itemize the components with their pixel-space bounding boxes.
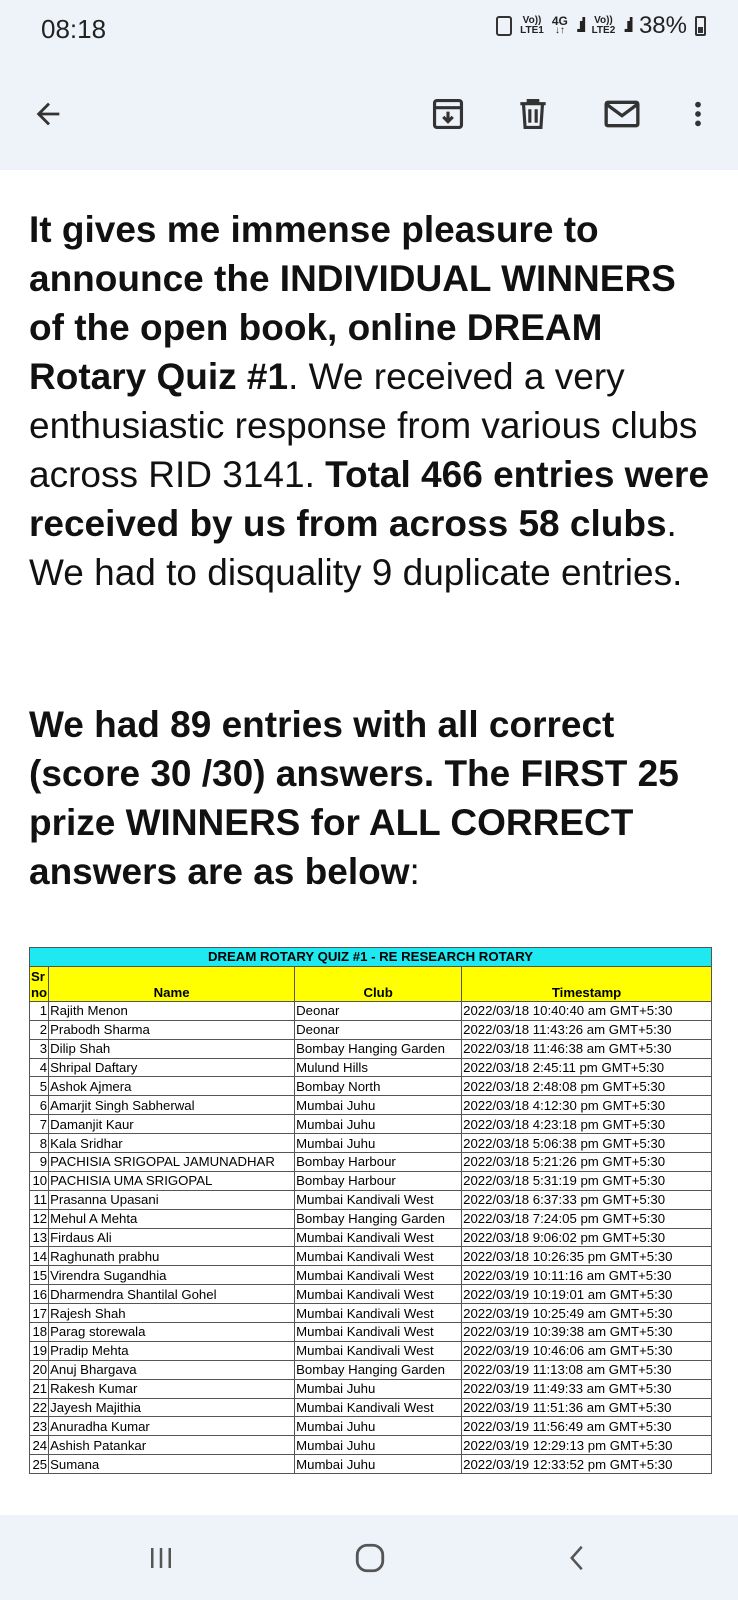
announcement-text-2: . We had to disquality 9 duplicate entries. bbox=[29, 503, 683, 593]
row-name: Amarjit Singh Sabherwal bbox=[49, 1096, 295, 1115]
signal-strength-2-icon: .ıl bbox=[623, 14, 631, 37]
row-name: Prasanna Upasani bbox=[49, 1190, 295, 1209]
row-number: 10 bbox=[30, 1171, 49, 1190]
row-timestamp: 2022/03/18 4:23:18 pm GMT+5:30 bbox=[462, 1115, 712, 1134]
table-row bbox=[30, 1228, 712, 1247]
row-name: Damanjit Kaur bbox=[49, 1115, 295, 1134]
row-number: 21 bbox=[30, 1379, 49, 1398]
row-name: Anuj Bhargava bbox=[49, 1360, 295, 1379]
home-button[interactable] bbox=[340, 1533, 400, 1583]
winners-intro-paragraph bbox=[29, 700, 719, 896]
row-number: 19 bbox=[30, 1341, 49, 1360]
table-row bbox=[30, 1134, 712, 1153]
table-row bbox=[30, 1341, 712, 1360]
network-type-indicator: 4G ↓↑ bbox=[551, 14, 568, 36]
header-timestamp: Timestamp bbox=[462, 966, 712, 1001]
row-number: 24 bbox=[30, 1436, 49, 1455]
row-name: Dilip Shah bbox=[49, 1039, 295, 1058]
row-number: 6 bbox=[30, 1096, 49, 1115]
table-row bbox=[30, 1171, 712, 1190]
row-timestamp: 2022/03/18 2:48:08 pm GMT+5:30 bbox=[462, 1077, 712, 1096]
row-club: Bombay North bbox=[295, 1077, 462, 1096]
row-club: Mumbai Kandivali West bbox=[295, 1228, 462, 1247]
row-name: Rakesh Kumar bbox=[49, 1379, 295, 1398]
row-number: 18 bbox=[30, 1323, 49, 1342]
row-timestamp: 2022/03/18 5:06:38 pm GMT+5:30 bbox=[462, 1134, 712, 1153]
table-row bbox=[30, 1379, 712, 1398]
row-name: Sumana bbox=[49, 1455, 295, 1474]
more-vert-icon bbox=[683, 96, 713, 132]
row-timestamp: 2022/03/18 4:12:30 pm GMT+5:30 bbox=[462, 1096, 712, 1115]
arrow-left-icon bbox=[31, 97, 65, 131]
row-number: 3 bbox=[30, 1039, 49, 1058]
row-number: 20 bbox=[30, 1360, 49, 1379]
winners-intro-bold: We had 89 entries with all correct (score 30 /30) answers. The FIRST 25 prize WINNERS for ALL CORRECT answers are as below bbox=[29, 704, 679, 892]
row-name: PACHISIA UMA SRIGOPAL bbox=[49, 1171, 295, 1190]
row-name: Ashish Patankar bbox=[49, 1436, 295, 1455]
row-name: Kala Sridhar bbox=[49, 1134, 295, 1153]
table-row bbox=[30, 1058, 712, 1077]
row-timestamp: 2022/03/18 5:31:19 pm GMT+5:30 bbox=[462, 1171, 712, 1190]
row-timestamp: 2022/03/18 2:45:11 pm GMT+5:30 bbox=[462, 1058, 712, 1077]
row-name: Raghunath prabhu bbox=[49, 1247, 295, 1266]
table-row bbox=[30, 1077, 712, 1096]
row-number: 4 bbox=[30, 1058, 49, 1077]
header-sr-no: Sr no bbox=[30, 966, 49, 1001]
row-name: Rajith Menon bbox=[49, 1001, 295, 1020]
row-name: Prabodh Sharma bbox=[49, 1020, 295, 1039]
row-club: Mumbai Juhu bbox=[295, 1096, 462, 1115]
winners-table bbox=[29, 947, 712, 1474]
table-row bbox=[30, 1096, 712, 1115]
table-row bbox=[30, 1436, 712, 1455]
announcement-text-1: . We received a very enthusiastic response from various clubs across RID 3141. bbox=[29, 356, 698, 495]
row-name: Mehul A Mehta bbox=[49, 1209, 295, 1228]
table-header-row bbox=[30, 966, 712, 1001]
row-number: 23 bbox=[30, 1417, 49, 1436]
row-number: 16 bbox=[30, 1285, 49, 1304]
row-name: Parag storewala bbox=[49, 1323, 295, 1342]
row-club: Mumbai Kandivali West bbox=[295, 1266, 462, 1285]
table-row bbox=[30, 1039, 712, 1058]
header-name: Name bbox=[49, 966, 295, 1001]
row-number: 13 bbox=[30, 1228, 49, 1247]
row-timestamp: 2022/03/18 6:37:33 pm GMT+5:30 bbox=[462, 1190, 712, 1209]
row-number: 11 bbox=[30, 1190, 49, 1209]
sim-card-icon bbox=[496, 16, 512, 36]
archive-icon bbox=[429, 95, 467, 133]
table-row bbox=[30, 1209, 712, 1228]
table-row bbox=[30, 1417, 712, 1436]
trash-icon bbox=[514, 95, 552, 133]
row-timestamp: 2022/03/18 11:43:26 am GMT+5:30 bbox=[462, 1020, 712, 1039]
row-club: Mumbai Juhu bbox=[295, 1115, 462, 1134]
message-body bbox=[0, 170, 738, 1515]
row-number: 2 bbox=[30, 1020, 49, 1039]
signal-strength-1-icon: .ıl bbox=[575, 14, 584, 37]
row-club: Mumbai Kandivali West bbox=[295, 1247, 462, 1266]
announcement-bold-1: It gives me immense pleasure to announce the INDIVIDUAL WINNERS of the open book, online DREAM Rotary Quiz #1 bbox=[29, 209, 676, 397]
table-row bbox=[30, 1304, 712, 1323]
row-number: 15 bbox=[30, 1266, 49, 1285]
status-indicators bbox=[496, 12, 706, 40]
row-number: 1 bbox=[30, 1001, 49, 1020]
row-number: 9 bbox=[30, 1153, 49, 1172]
recents-icon bbox=[146, 1543, 176, 1573]
row-club: Deonar bbox=[295, 1020, 462, 1039]
table-body bbox=[30, 1001, 712, 1473]
row-timestamp: 2022/03/19 10:19:01 am GMT+5:30 bbox=[462, 1285, 712, 1304]
row-club: Mumbai Kandivali West bbox=[295, 1398, 462, 1417]
more-options-button[interactable] bbox=[674, 90, 722, 138]
row-club: Mumbai Kandivali West bbox=[295, 1323, 462, 1342]
row-timestamp: 2022/03/19 12:33:52 pm GMT+5:30 bbox=[462, 1455, 712, 1474]
system-nav-bar bbox=[0, 1515, 738, 1600]
row-club: Bombay Hanging Garden bbox=[295, 1209, 462, 1228]
row-club: Mumbai Juhu bbox=[295, 1455, 462, 1474]
row-name: Rajesh Shah bbox=[49, 1304, 295, 1323]
table-row bbox=[30, 1360, 712, 1379]
table-row bbox=[30, 1398, 712, 1417]
battery-icon bbox=[695, 16, 706, 36]
row-club: Bombay Harbour bbox=[295, 1153, 462, 1172]
row-club: Mulund Hills bbox=[295, 1058, 462, 1077]
status-time: 08:18 bbox=[41, 14, 107, 44]
row-timestamp: 2022/03/19 11:51:36 am GMT+5:30 bbox=[462, 1398, 712, 1417]
row-number: 22 bbox=[30, 1398, 49, 1417]
row-name: Dharmendra Shantilal Gohel bbox=[49, 1285, 295, 1304]
row-club: Bombay Hanging Garden bbox=[295, 1039, 462, 1058]
row-name: Firdaus Ali bbox=[49, 1228, 295, 1247]
row-name: Anuradha Kumar bbox=[49, 1417, 295, 1436]
nav-back-icon bbox=[563, 1543, 593, 1573]
row-timestamp: 2022/03/18 9:06:02 pm GMT+5:30 bbox=[462, 1228, 712, 1247]
row-club: Mumbai Kandivali West bbox=[295, 1285, 462, 1304]
row-club: Mumbai Juhu bbox=[295, 1417, 462, 1436]
volte-lte1-indicator: Vo)) LTE1 bbox=[520, 15, 544, 36]
mark-unread-button[interactable] bbox=[598, 90, 646, 138]
status-bar bbox=[0, 0, 738, 62]
table-row bbox=[30, 1266, 712, 1285]
row-timestamp: 2022/03/19 11:49:33 am GMT+5:30 bbox=[462, 1379, 712, 1398]
table-row bbox=[30, 1001, 712, 1020]
table-title-row bbox=[30, 948, 712, 967]
nav-back-button[interactable] bbox=[548, 1533, 608, 1583]
row-timestamp: 2022/03/19 12:29:13 pm GMT+5:30 bbox=[462, 1436, 712, 1455]
row-timestamp: 2022/03/18 10:26:35 pm GMT+5:30 bbox=[462, 1247, 712, 1266]
row-timestamp: 2022/03/18 7:24:05 pm GMT+5:30 bbox=[462, 1209, 712, 1228]
row-timestamp: 2022/03/18 11:46:38 am GMT+5:30 bbox=[462, 1039, 712, 1058]
table-row bbox=[30, 1190, 712, 1209]
row-number: 25 bbox=[30, 1455, 49, 1474]
row-club: Bombay Harbour bbox=[295, 1171, 462, 1190]
row-number: 7 bbox=[30, 1115, 49, 1134]
table-row bbox=[30, 1323, 712, 1342]
table-row bbox=[30, 1020, 712, 1039]
mail-icon bbox=[602, 94, 642, 134]
volte-lte2-indicator: Vo)) LTE2 bbox=[591, 15, 616, 36]
row-timestamp: 2022/03/19 10:46:06 am GMT+5:30 bbox=[462, 1341, 712, 1360]
home-icon bbox=[353, 1541, 387, 1575]
table-row bbox=[30, 1115, 712, 1134]
row-timestamp: 2022/03/19 10:25:49 am GMT+5:30 bbox=[462, 1304, 712, 1323]
row-club: Mumbai Kandivali West bbox=[295, 1304, 462, 1323]
table-row bbox=[30, 1455, 712, 1474]
table-title: DREAM ROTARY QUIZ #1 - RE RESEARCH ROTARY bbox=[30, 948, 712, 967]
row-timestamp: 2022/03/18 5:21:26 pm GMT+5:30 bbox=[462, 1153, 712, 1172]
row-timestamp: 2022/03/19 10:39:38 am GMT+5:30 bbox=[462, 1323, 712, 1342]
row-name: Ashok Ajmera bbox=[49, 1077, 295, 1096]
row-timestamp: 2022/03/19 11:13:08 am GMT+5:30 bbox=[462, 1360, 712, 1379]
row-club: Mumbai Kandivali West bbox=[295, 1190, 462, 1209]
row-club: Mumbai Kandivali West bbox=[295, 1341, 462, 1360]
message-toolbar bbox=[0, 62, 738, 170]
announcement-bold-2: Total 466 entries were received by us from across 58 clubs bbox=[29, 454, 710, 544]
row-name: Virendra Sugandhia bbox=[49, 1266, 295, 1285]
row-name: PACHISIA SRIGOPAL JAMUNADHAR bbox=[49, 1153, 295, 1172]
table-row bbox=[30, 1285, 712, 1304]
row-number: 17 bbox=[30, 1304, 49, 1323]
recents-button[interactable] bbox=[131, 1533, 191, 1583]
row-timestamp: 2022/03/18 10:40:40 am GMT+5:30 bbox=[462, 1001, 712, 1020]
row-number: 5 bbox=[30, 1077, 49, 1096]
row-club: Mumbai Juhu bbox=[295, 1379, 462, 1398]
back-button[interactable] bbox=[24, 90, 72, 138]
winners-intro-colon: : bbox=[409, 851, 420, 892]
archive-button[interactable] bbox=[424, 90, 472, 138]
row-club: Mumbai Juhu bbox=[295, 1134, 462, 1153]
row-club: Deonar bbox=[295, 1001, 462, 1020]
row-name: Pradip Mehta bbox=[49, 1341, 295, 1360]
row-club: Mumbai Juhu bbox=[295, 1436, 462, 1455]
table-row bbox=[30, 1247, 712, 1266]
row-number: 12 bbox=[30, 1209, 49, 1228]
row-name: Shripal Daftary bbox=[49, 1058, 295, 1077]
announcement-paragraph bbox=[29, 205, 719, 597]
row-name: Jayesh Majithia bbox=[49, 1398, 295, 1417]
table-row bbox=[30, 1153, 712, 1172]
row-number: 8 bbox=[30, 1134, 49, 1153]
row-number: 14 bbox=[30, 1247, 49, 1266]
row-timestamp: 2022/03/19 11:56:49 am GMT+5:30 bbox=[462, 1417, 712, 1436]
row-timestamp: 2022/03/19 10:11:16 am GMT+5:30 bbox=[462, 1266, 712, 1285]
header-club: Club bbox=[295, 966, 462, 1001]
battery-percentage: 38% bbox=[638, 12, 687, 39]
delete-button[interactable] bbox=[509, 90, 557, 138]
row-club: Bombay Hanging Garden bbox=[295, 1360, 462, 1379]
